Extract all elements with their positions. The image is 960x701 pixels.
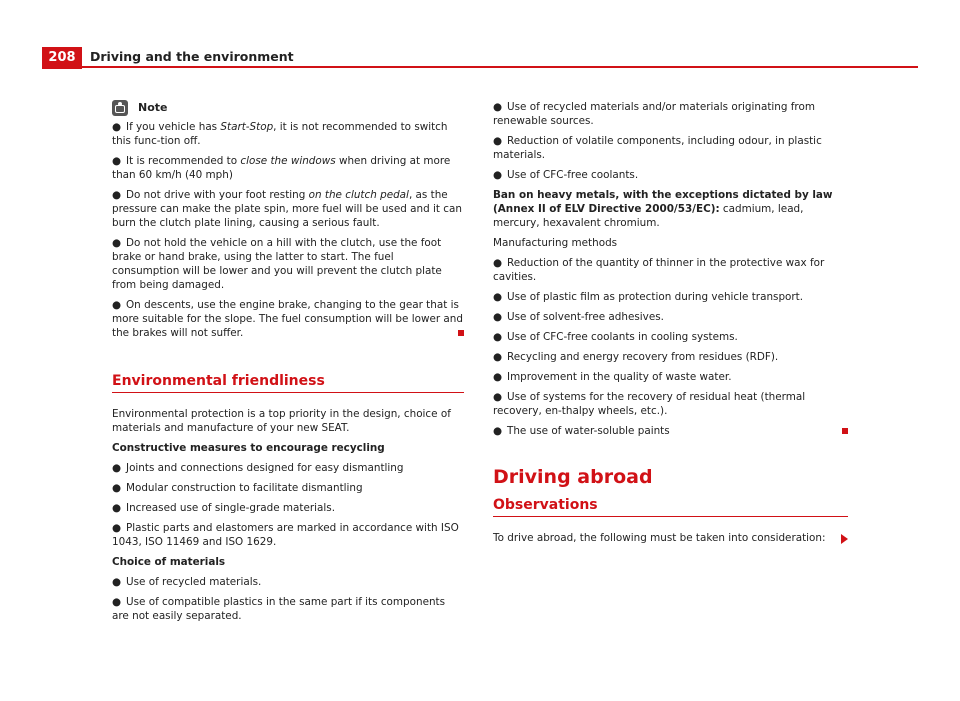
list-item: ● Increased use of single-grade materials. (112, 502, 336, 514)
list-item: ● Use of plastic film as protection during vehicle transport. (493, 291, 804, 303)
bullet-dot: ● (493, 391, 503, 403)
bullet-dot: ● (493, 257, 503, 269)
list-item: ● Recycling and energy recovery from residues (RDF). (493, 351, 779, 363)
bullet-dot: ● (112, 482, 122, 494)
heavy-metals-paragraph: Ban on heavy metals, with the exceptions dictated by law (Annex II of ELV Directive 2000/53/EC): cadmium, lead, mercury, hexavalent chromium. (493, 189, 833, 229)
bullet-dot: ● (112, 155, 122, 167)
bullet-dot: ● (112, 121, 122, 133)
list-item: ● Use of systems for the recovery of residual heat (thermal recovery, en-thalpy wheels, etc.). (493, 391, 806, 417)
bullet-dot: ● (493, 311, 503, 323)
bullet-dot: ● (112, 502, 122, 514)
materials-heading: Choice of materials (112, 556, 226, 568)
page-header-title: Driving and the environment (90, 49, 294, 64)
list-item: ● Use of recycled materials and/or materials originating from renewable sources. (493, 101, 815, 127)
bullet-dot: ● (493, 371, 503, 383)
bullet-dot: ● (112, 462, 122, 474)
list-item: ● Use of recycled materials. (112, 576, 262, 588)
note-item: ● If you vehicle has Start-Stop, it is not recommended to switch this func-tion off. (112, 121, 448, 147)
left-column (112, 100, 464, 629)
bullet-dot: ● (493, 291, 503, 303)
list-item: ● Reduction of the quantity of thinner in the protective wax for cavities. (493, 257, 825, 283)
bullet-dot: ● (112, 237, 122, 249)
bullet-dot: ● (112, 576, 122, 588)
section-end-marker (458, 330, 464, 336)
list-item: ● Joints and connections designed for easy dismantling (112, 462, 404, 474)
section-end-marker (842, 428, 848, 434)
list-item: ● Modular construction to facilitate dismantling (112, 482, 363, 494)
bullet-dot: ● (493, 331, 503, 343)
note-label: Note (138, 101, 168, 114)
note-item: ● Do not hold the vehicle on a hill with the clutch, use the foot brake or hand brake, using the latter to start. The fuel consumption will be lower and you will prevent the clutch plate from being damaged. (112, 237, 442, 291)
recycling-heading: Constructive measures to encourage recycling (112, 442, 385, 454)
continue-arrow-icon (841, 534, 848, 544)
note-info-icon (112, 100, 128, 116)
manufacturing-heading: Manufacturing methods (493, 237, 618, 249)
bullet-dot: ● (112, 189, 122, 201)
list-item: ● Use of solvent-free adhesives. (493, 311, 664, 323)
bullet-dot: ● (112, 596, 122, 608)
section-heading-driving-abroad: Driving abroad (493, 466, 653, 488)
bullet-dot: ● (493, 351, 503, 363)
bullet-dot: ● (112, 299, 122, 311)
note-item: ● It is recommended to close the windows when driving at more than 60 km/h (40 mph) (112, 155, 451, 181)
bullet-dot: ● (493, 425, 503, 437)
right-column (493, 100, 848, 551)
list-item: ● Reduction of volatile components, including odour, in plastic materials. (493, 135, 822, 161)
env-intro: Environmental protection is a top priority in the design, choice of materials and manufacture of your new SEAT. (112, 408, 451, 434)
header-rule (82, 66, 918, 68)
list-item: ● Use of compatible plastics in the same part if its components are not easily separated. (112, 596, 446, 622)
page-number: 208 (42, 47, 82, 69)
list-item: ● Use of CFC-free coolants. (493, 169, 639, 181)
list-item: ● Improvement in the quality of waste water. (493, 371, 732, 383)
list-item: ● The use of water-soluble paints (493, 424, 848, 438)
section-heading-environmental: Environmental friendliness (112, 374, 464, 393)
bullet-dot: ● (493, 135, 503, 147)
sub-heading-observations: Observations (493, 498, 848, 517)
note-header (112, 100, 464, 116)
bullet-dot: ● (493, 169, 503, 181)
abroad-text: To drive abroad, the following must be taken into consideration: (493, 531, 848, 545)
note-item: ● On descents, use the engine brake, changing to the gear that is more suitable for the slope. The fuel consumption will be lower and the brakes will not suffer. (112, 299, 463, 339)
bullet-dot: ● (493, 101, 503, 113)
list-item: ● Plastic parts and elastomers are marked in accordance with ISO 1043, ISO 11469 and ISO 1629. (112, 522, 459, 548)
bullet-dot: ● (112, 522, 122, 534)
list-item: ● Use of CFC-free coolants in cooling systems. (493, 331, 738, 343)
note-item: ● Do not drive with your foot resting on the clutch pedal, as the pressure can make the plate spin, more fuel will be used and it can burn the clutch plate lining, causing a serious fault. (112, 189, 462, 229)
